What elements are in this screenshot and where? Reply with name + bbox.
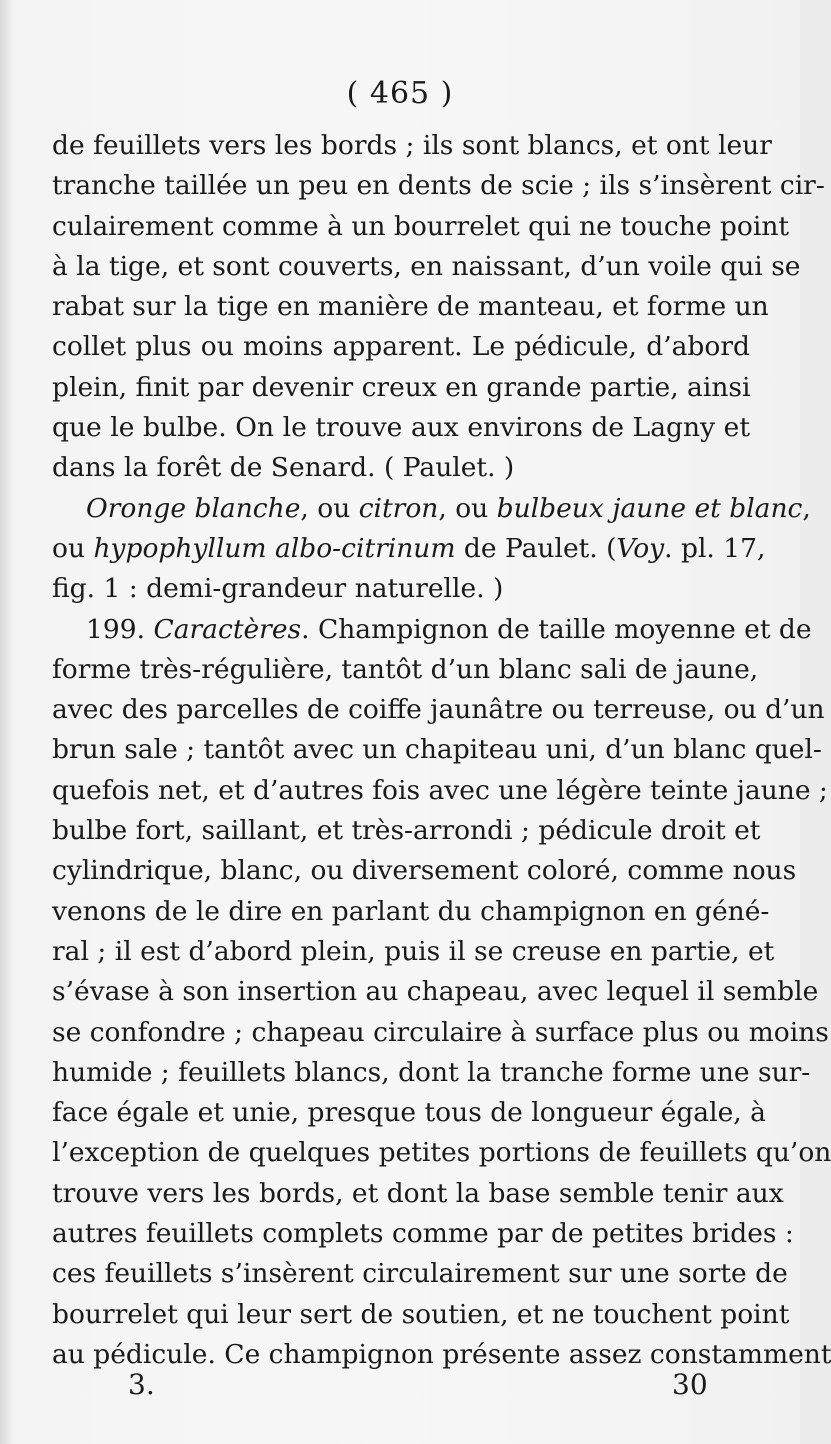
text-line: bulbe fort, saillant, et très-arrondi ; pédicule droit et bbox=[52, 815, 761, 847]
text-line: venons de le dire en parlant du champignon en géné- bbox=[52, 895, 770, 927]
signature-mark: 3. bbox=[128, 1368, 155, 1401]
text-line: que le bulbe. On le trouve aux environs de Lagny et bbox=[52, 412, 750, 444]
species-name: Oronge blanche bbox=[86, 492, 301, 524]
text-line: ces feuillets s’insèrent circulairement sur une sorte de bbox=[52, 1258, 788, 1290]
synonym: citron bbox=[358, 492, 439, 524]
text-line: humide ; feuillets blancs, dont la tranche forme une sur- bbox=[52, 1056, 811, 1088]
text-line: plein, finit par devenir creux en grande partie, ainsi bbox=[52, 371, 751, 403]
text-line: de feuillets vers les bords ; ils sont blancs, et ont leur bbox=[52, 130, 772, 161]
text-line: se confondre ; chapeau circulaire à surface plus ou moins bbox=[52, 1016, 829, 1048]
latin-name: hypophyllum albo-citrinum bbox=[93, 532, 456, 564]
text-line: tranche taillée un peu en dents de scie ; ils s’insèrent cir- bbox=[52, 170, 825, 202]
text-line: bourrelet qui leur sert de soutien, et ne touchent point bbox=[52, 1298, 790, 1330]
text-line: 199. Caractères. Champignon de taille moyenne et de bbox=[86, 613, 812, 645]
folio-number: 30 bbox=[672, 1368, 708, 1401]
text-line: face égale et unie, presque tous de longueur égale, à bbox=[52, 1097, 766, 1129]
text-line: rabat sur la tige en manière de manteau, et forme un bbox=[52, 291, 769, 323]
page-number: ( 465 ) bbox=[346, 76, 454, 111]
text-line: brun sale ; tantôt avec un chapiteau uni, d’un blanc quel- bbox=[52, 734, 822, 766]
synonym: bulbeux jaune et blanc bbox=[496, 492, 803, 524]
text-line: au pédicule. Ce champignon présente assez constamment bbox=[52, 1338, 831, 1370]
page-footer bbox=[0, 1368, 800, 1408]
section-heading: Caractères bbox=[153, 613, 302, 645]
text-line: s’évase à son insertion au chapeau, avec lequel il semble bbox=[52, 976, 819, 1008]
text-line: fig. 1 : demi-grandeur naturelle. ) bbox=[52, 573, 504, 605]
text-line: ral ; il est d’abord plein, puis il se creuse en partie, et bbox=[52, 935, 775, 967]
reference-abbrev: Voy bbox=[616, 532, 665, 564]
text-line: culairement comme à un bourrelet qui ne touche point bbox=[52, 210, 790, 242]
text-line: à la tige, et sont couverts, en naissant, d’un voile qui se bbox=[52, 250, 801, 282]
text-line: quefois net, et d’autres fois avec une légère teinte jaune ; bbox=[52, 774, 828, 806]
body-text bbox=[52, 126, 831, 1375]
text-line: cylindrique, blanc, ou diversement coloré, comme nous bbox=[52, 855, 797, 887]
text-line: autres feuillets complets comme par de petites brides : bbox=[52, 1218, 794, 1250]
text-line: ou hypophyllum albo-citrinum de Paulet. (Voy. pl. 17, bbox=[52, 532, 766, 564]
text-line: forme très-régulière, tantôt d’un blanc sali de jaune, bbox=[52, 653, 759, 685]
text-line: l’exception de quelques petites portions de feuillets qu’on bbox=[52, 1137, 831, 1169]
text-line: collet plus ou moins apparent. Le pédicule, d’abord bbox=[52, 331, 750, 363]
text-line: dans la forêt de Senard. ( Paulet. ) bbox=[52, 452, 515, 484]
text-line: avec des parcelles de coiffe jaunâtre ou terreuse, ou d’un bbox=[52, 694, 825, 726]
text-line: trouve vers les bords, et dont la base semble tenir aux bbox=[52, 1177, 784, 1209]
text-line: Oronge blanche, ou citron, ou bulbeux jaune et blanc, bbox=[86, 492, 811, 524]
